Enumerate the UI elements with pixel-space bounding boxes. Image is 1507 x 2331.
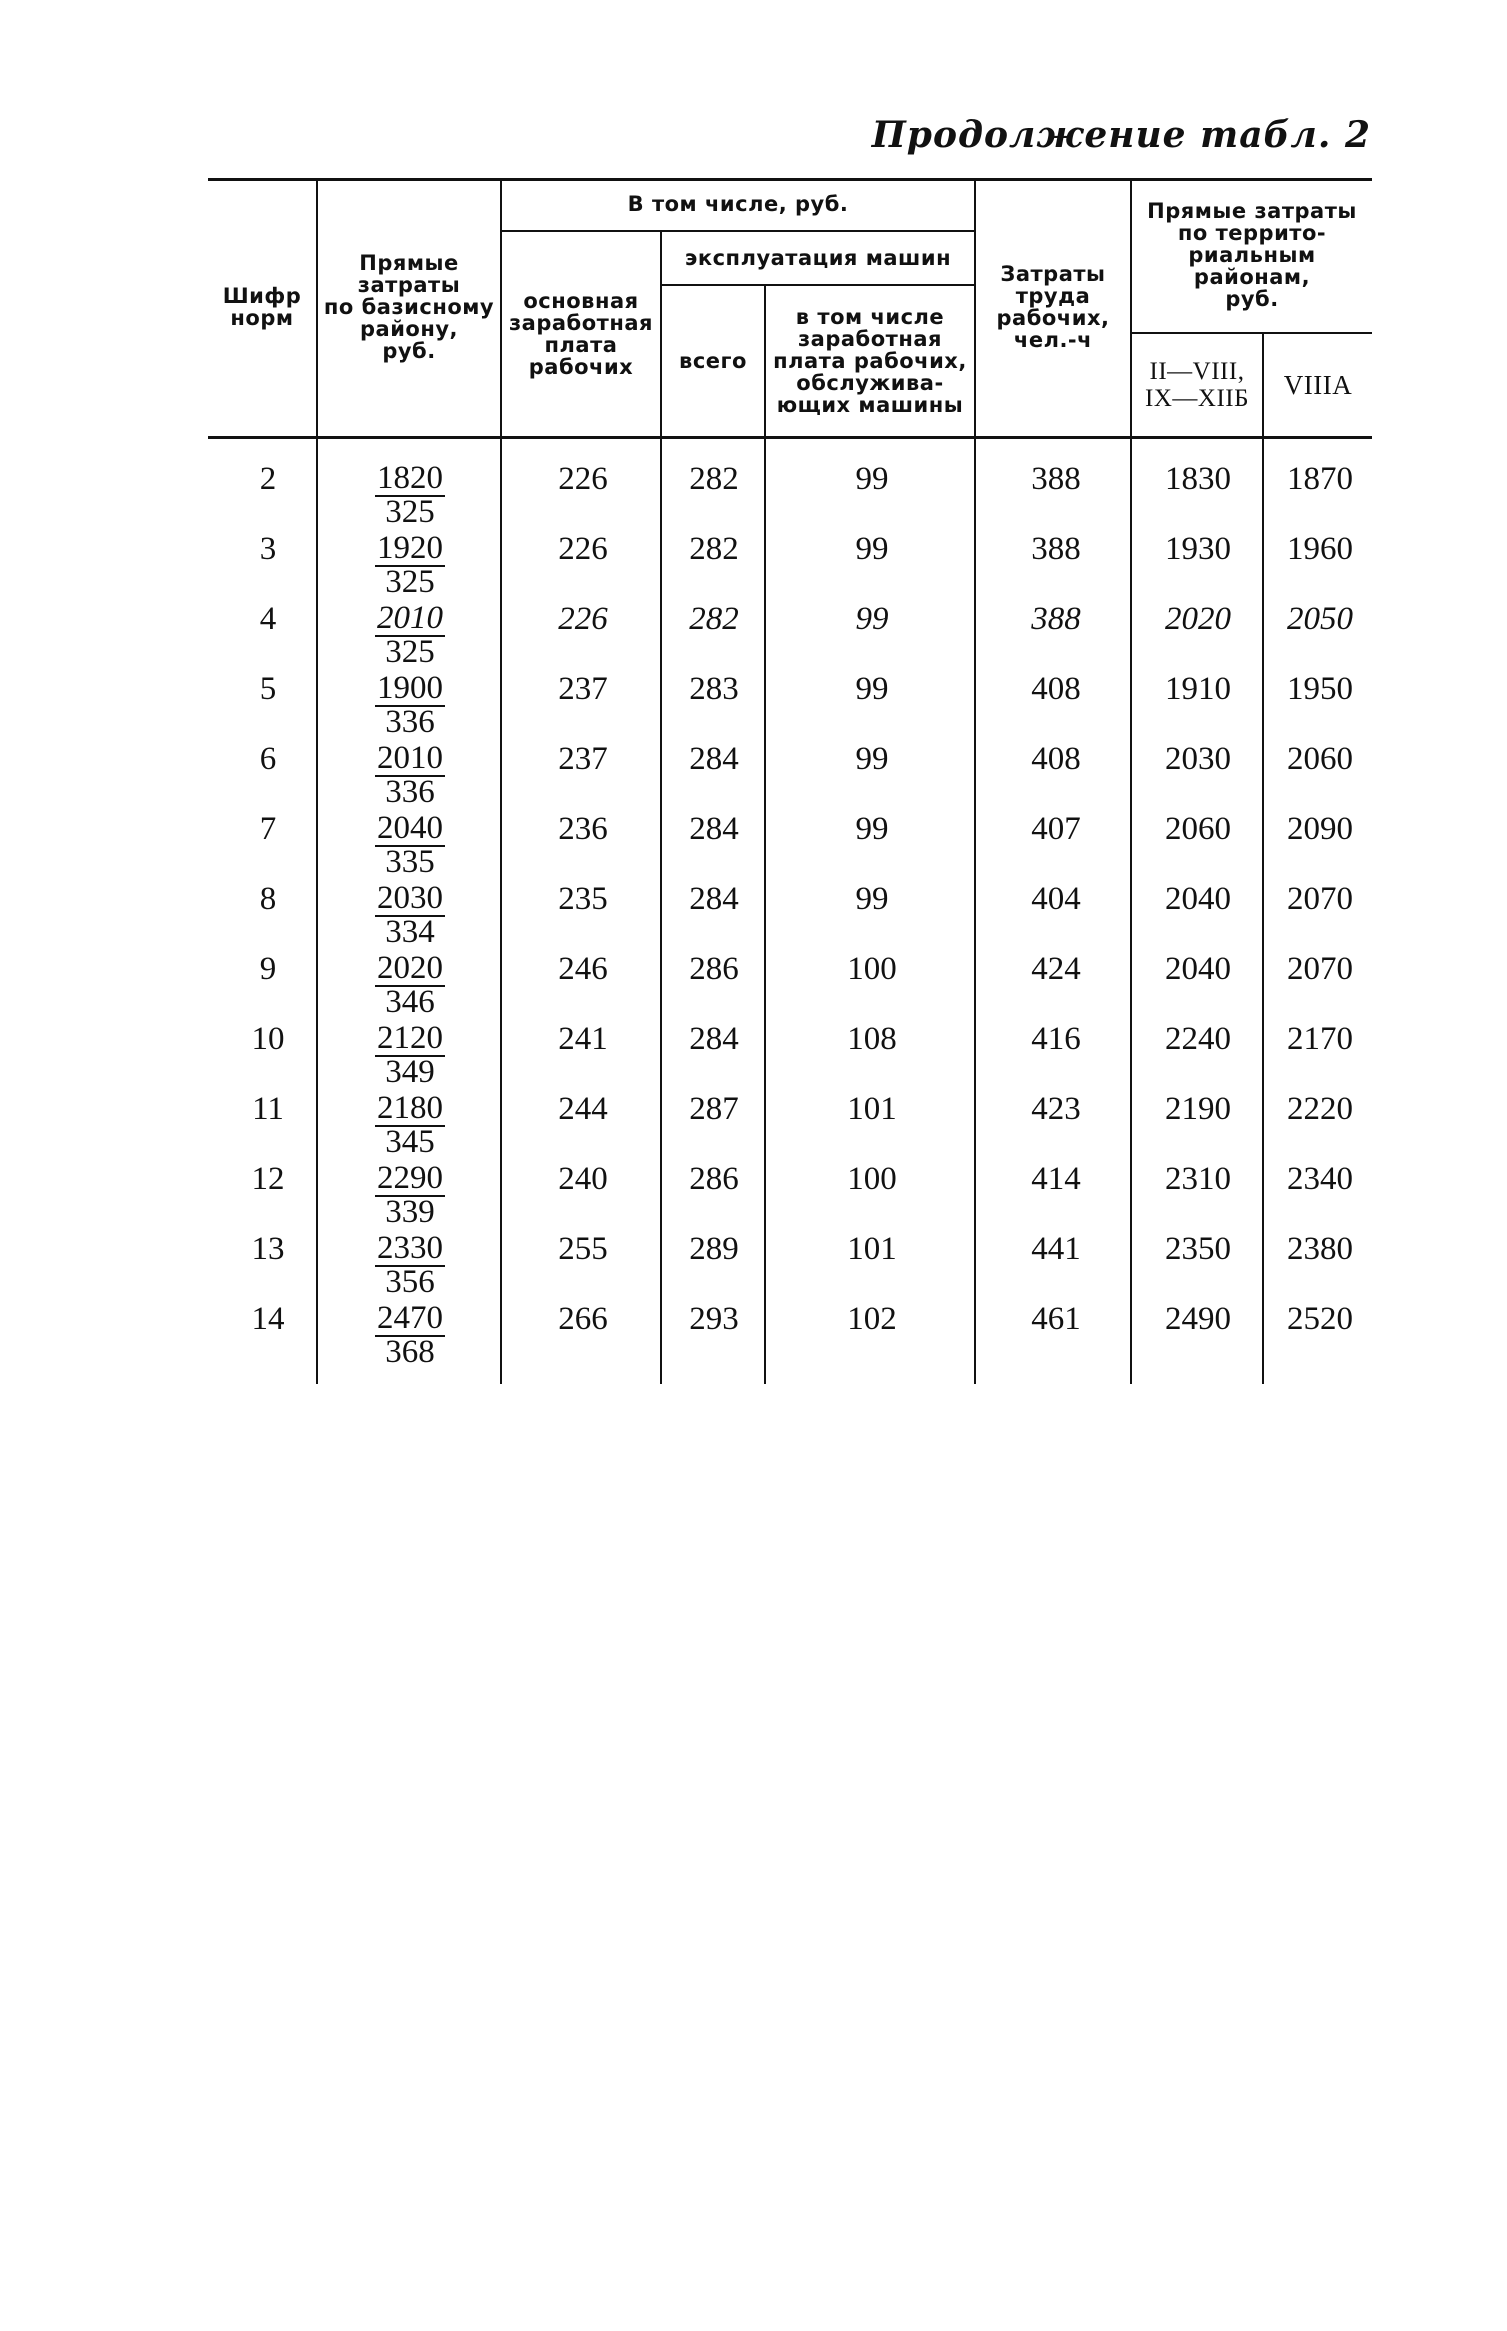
cell-basic-wage: 246 xyxy=(558,951,608,987)
cell-basic-wage: 244 xyxy=(558,1091,608,1127)
cell-labor: 423 xyxy=(1031,1091,1081,1127)
base-cost-value: 2290 xyxy=(377,1160,443,1196)
cell-direct-costs-base xyxy=(350,530,470,600)
cell-basic-wage: 236 xyxy=(558,811,608,847)
cell-total: 282 xyxy=(689,601,739,637)
header-direct-costs-territorial: Прямые затраты по террито- риальным районам, руб. xyxy=(1147,199,1357,311)
base-cost-value: 2330 xyxy=(377,1230,443,1266)
base-cost-subvalue: 349 xyxy=(385,1054,435,1090)
cell-total: 282 xyxy=(689,531,739,567)
cell-total: 286 xyxy=(689,1161,739,1197)
cell-total: 284 xyxy=(689,811,739,847)
cell-zone-b: 2220 xyxy=(1287,1091,1353,1127)
base-cost-value: 1820 xyxy=(377,460,443,496)
cell-code: 10 xyxy=(251,1021,285,1057)
cell-zone-a: 2350 xyxy=(1165,1231,1231,1267)
cell-zone-a: 2310 xyxy=(1165,1161,1231,1197)
cell-code: 2 xyxy=(259,461,277,497)
base-cost-value: 2010 xyxy=(377,600,443,636)
cell-labor: 388 xyxy=(1031,601,1081,637)
cell-machine-wage: 99 xyxy=(855,811,889,847)
header-machine-operation: эксплуатация машин xyxy=(684,246,952,270)
col-divider-4 xyxy=(764,284,766,1384)
cell-basic-wage: 226 xyxy=(558,601,608,637)
cell-total: 284 xyxy=(689,1021,739,1057)
cost-table xyxy=(208,178,1372,1384)
cell-code: 3 xyxy=(259,531,277,567)
base-cost-value: 2470 xyxy=(377,1300,443,1336)
cell-zone-a: 2060 xyxy=(1165,811,1231,847)
cell-direct-costs-base xyxy=(350,1230,470,1300)
cell-direct-costs-base xyxy=(350,810,470,880)
cell-basic-wage: 241 xyxy=(558,1021,608,1057)
cell-zone-b: 2070 xyxy=(1287,881,1353,917)
header-bottom-rule xyxy=(208,436,1372,439)
header-direct-costs-base: Прямые затраты по базисному району, руб. xyxy=(323,251,495,363)
cell-basic-wage: 237 xyxy=(558,741,608,777)
cell-direct-costs-base xyxy=(350,950,470,1020)
cell-zone-a: 2040 xyxy=(1165,951,1231,987)
cell-direct-costs-base xyxy=(350,1300,470,1370)
cell-code: 13 xyxy=(251,1231,285,1267)
cell-labor: 407 xyxy=(1031,811,1081,847)
base-cost-subvalue: 325 xyxy=(385,494,435,530)
header-total: всего xyxy=(679,349,747,373)
cell-labor: 408 xyxy=(1031,671,1081,707)
cell-zone-b: 2060 xyxy=(1287,741,1353,777)
header-code: Шифр норм xyxy=(222,284,302,330)
cell-total: 283 xyxy=(689,671,739,707)
cell-zone-b: 2170 xyxy=(1287,1021,1353,1057)
cell-machine-wage: 100 xyxy=(847,1161,897,1197)
base-cost-subvalue: 334 xyxy=(385,914,435,950)
base-cost-subvalue: 336 xyxy=(385,774,435,810)
cell-machine-wage: 101 xyxy=(847,1231,897,1267)
base-cost-value: 2020 xyxy=(377,950,443,986)
cell-machine-wage: 99 xyxy=(855,671,889,707)
cell-direct-costs-base xyxy=(350,1160,470,1230)
cell-machine-wage: 102 xyxy=(847,1301,897,1337)
cell-labor: 416 xyxy=(1031,1021,1081,1057)
cell-machine-wage: 99 xyxy=(855,531,889,567)
col-divider-7 xyxy=(1262,332,1264,1384)
cell-basic-wage: 237 xyxy=(558,671,608,707)
base-cost-value: 2120 xyxy=(377,1020,443,1056)
table-caption: Продолжение табл. 2 xyxy=(871,114,1371,156)
cell-direct-costs-base xyxy=(350,670,470,740)
cell-zone-b: 2520 xyxy=(1287,1301,1353,1337)
header-including: В том числе, руб. xyxy=(627,192,849,216)
cell-zone-b: 1870 xyxy=(1287,461,1353,497)
cell-total: 286 xyxy=(689,951,739,987)
cell-machine-wage: 99 xyxy=(855,881,889,917)
cell-code: 5 xyxy=(259,671,277,707)
base-cost-value: 2180 xyxy=(377,1090,443,1126)
base-cost-value: 1900 xyxy=(377,670,443,706)
header-labor: Затраты труда рабочих, чел.-ч xyxy=(996,262,1110,352)
cell-code: 4 xyxy=(259,601,277,637)
cell-zone-a: 2040 xyxy=(1165,881,1231,917)
base-cost-subvalue: 325 xyxy=(385,634,435,670)
cell-code: 9 xyxy=(259,951,277,987)
cell-zone-a: 1910 xyxy=(1165,671,1231,707)
cell-labor: 408 xyxy=(1031,741,1081,777)
cell-labor: 424 xyxy=(1031,951,1081,987)
cell-machine-wage: 99 xyxy=(855,461,889,497)
cell-machine-wage: 101 xyxy=(847,1091,897,1127)
header-basic-wage: основная заработная плата рабочих xyxy=(508,289,653,379)
cell-basic-wage: 266 xyxy=(558,1301,608,1337)
cell-basic-wage: 255 xyxy=(558,1231,608,1267)
cell-labor: 388 xyxy=(1031,531,1081,567)
cell-direct-costs-base xyxy=(350,600,470,670)
base-cost-value: 2040 xyxy=(377,810,443,846)
base-cost-subvalue: 346 xyxy=(385,984,435,1020)
cell-code: 12 xyxy=(251,1161,285,1197)
cell-machine-wage: 99 xyxy=(855,601,889,637)
cell-code: 7 xyxy=(259,811,277,847)
base-cost-subvalue: 368 xyxy=(385,1334,435,1370)
cell-machine-wage: 99 xyxy=(855,741,889,777)
cell-labor: 404 xyxy=(1031,881,1081,917)
cell-total: 287 xyxy=(689,1091,739,1127)
base-cost-subvalue: 339 xyxy=(385,1194,435,1230)
cell-direct-costs-base xyxy=(350,1020,470,1090)
cell-code: 8 xyxy=(259,881,277,917)
cell-zone-b: 2380 xyxy=(1287,1231,1353,1267)
base-cost-value: 1920 xyxy=(377,530,443,566)
cell-labor: 461 xyxy=(1031,1301,1081,1337)
header-zone-b: VIIIA xyxy=(1283,370,1353,400)
cell-zone-a: 2030 xyxy=(1165,741,1231,777)
cell-zone-a: 2490 xyxy=(1165,1301,1231,1337)
cell-total: 293 xyxy=(689,1301,739,1337)
cell-direct-costs-base xyxy=(350,740,470,810)
cell-code: 14 xyxy=(251,1301,285,1337)
cell-total: 282 xyxy=(689,461,739,497)
header-machine-wage: в том числе заработная плата рабочих, обслужива- ющих машины xyxy=(773,305,967,417)
base-cost-subvalue: 335 xyxy=(385,844,435,880)
cell-total: 284 xyxy=(689,881,739,917)
base-cost-value: 2010 xyxy=(377,740,443,776)
cell-machine-wage: 108 xyxy=(847,1021,897,1057)
cell-code: 11 xyxy=(252,1091,284,1127)
cell-labor: 388 xyxy=(1031,461,1081,497)
cell-code: 6 xyxy=(259,741,277,777)
cell-basic-wage: 240 xyxy=(558,1161,608,1197)
cell-zone-b: 1960 xyxy=(1287,531,1353,567)
cell-direct-costs-base xyxy=(350,460,470,530)
cell-direct-costs-base xyxy=(350,1090,470,1160)
cell-zone-b: 2070 xyxy=(1287,951,1353,987)
base-cost-subvalue: 356 xyxy=(385,1264,435,1300)
cell-zone-a: 1830 xyxy=(1165,461,1231,497)
cell-labor: 414 xyxy=(1031,1161,1081,1197)
cell-zone-b: 2050 xyxy=(1287,601,1353,637)
base-cost-subvalue: 336 xyxy=(385,704,435,740)
base-cost-subvalue: 325 xyxy=(385,564,435,600)
cell-total: 289 xyxy=(689,1231,739,1267)
cell-direct-costs-base xyxy=(350,880,470,950)
cell-zone-b: 2340 xyxy=(1287,1161,1353,1197)
cell-total: 284 xyxy=(689,741,739,777)
cell-labor: 441 xyxy=(1031,1231,1081,1267)
cell-zone-a: 2240 xyxy=(1165,1021,1231,1057)
cell-zone-b: 1950 xyxy=(1287,671,1353,707)
cell-zone-a: 2020 xyxy=(1165,601,1231,637)
cell-zone-b: 2090 xyxy=(1287,811,1353,847)
cell-zone-a: 2190 xyxy=(1165,1091,1231,1127)
cell-basic-wage: 226 xyxy=(558,531,608,567)
base-cost-subvalue: 345 xyxy=(385,1124,435,1160)
cell-zone-a: 1930 xyxy=(1165,531,1231,567)
base-cost-value: 2030 xyxy=(377,880,443,916)
cell-basic-wage: 235 xyxy=(558,881,608,917)
cell-basic-wage: 226 xyxy=(558,461,608,497)
header-zone-a: II—VIII, IX—XIIБ xyxy=(1145,358,1249,412)
cell-machine-wage: 100 xyxy=(847,951,897,987)
